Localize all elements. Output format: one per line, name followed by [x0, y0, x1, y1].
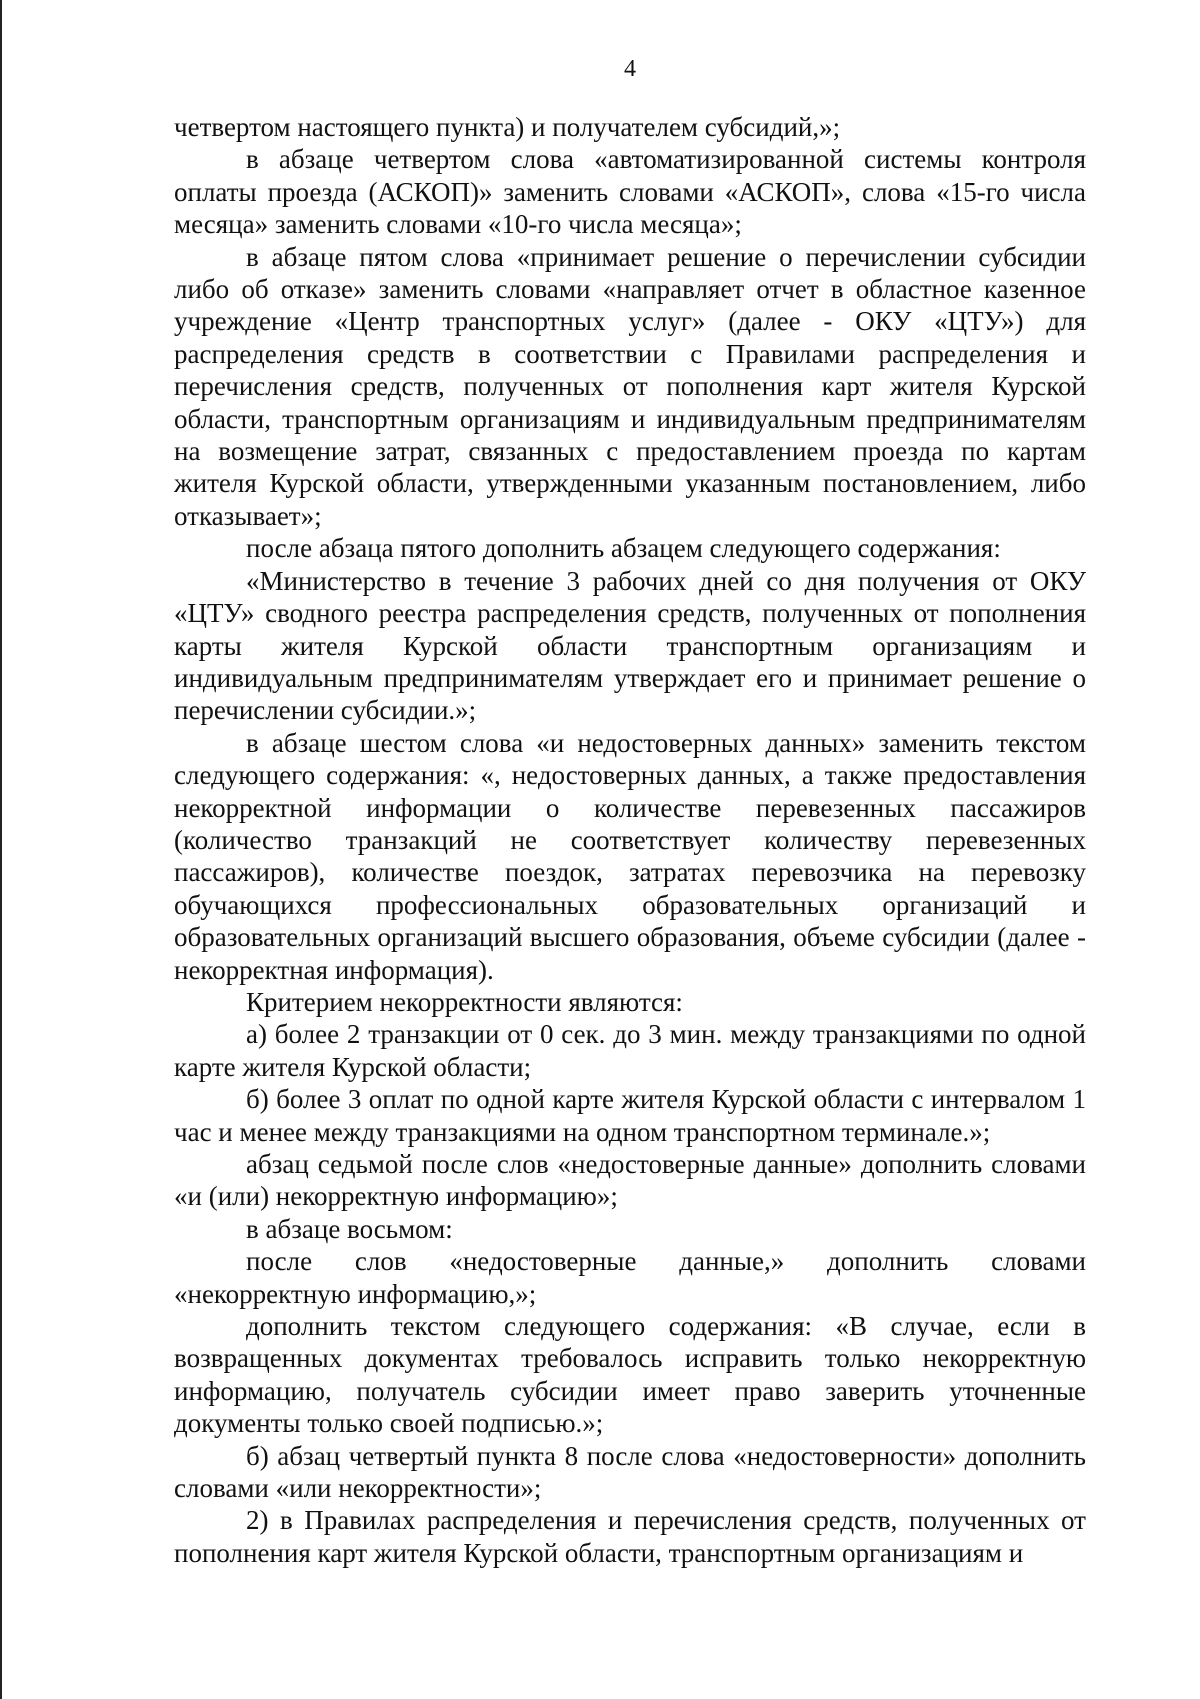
paragraph-14: б) абзац четвертый пункта 8 после слова «недостоверности» дополнить словами «или некорректности»; [174, 1440, 1086, 1504]
paragraph-1: четвертом настоящего пункта) и получателем субсидий,»; [174, 112, 841, 142]
paragraph-13: дополнить текстом следующего содержания: «В случае, если в возвращенных документах требовалось исправить только некорректную информацию, получатель субсидии имеет право заверить уточненные документы только своей подписью.»; [174, 1311, 1086, 1439]
paragraph-15: 2) в Правилах распределения и перечисления средств, полученных от пополнения карт жителя Курской области, транспортным организациям и [174, 1505, 1086, 1568]
paragraph-2: в абзаце четвертом слова «автоматизированной системы контроля оплаты проезда (АСКОП)» заменить словами «АСКОП», слова «15-го числа месяца» заменить словами «10-го числа месяца»; [174, 144, 1086, 240]
paragraph-3: в абзаце пятом слова «принимает решение о перечислении субсидии либо об отказе» заменить словами «направляет отчет в областное казенное учреждение «Центр транспортных услуг» (далее - ОКУ «ЦТУ») для распределения средств в соответствии с Правилами распределения и перечисления средств, полученных от пополнения карт жителя Курской области, транспортным организациям и индивидуальным предпринимателям на возмещение затрат, связанных с предоставлением проезда по картам жителя Курской области, утвержденными указанным постановлением, либо отказывает»; [174, 241, 1086, 531]
paragraph-4: после абзаца пятого дополнить абзацем следующего содержания: [246, 533, 1001, 564]
paragraph-10: абзац седьмой после слов «недостоверные данные» дополнить словами «и (или) некорректную информацию»; [174, 1149, 1086, 1212]
scan-edge-line [0, 0, 2, 1699]
paragraph-6: в абзаце шестом слова «и недостоверных данных» заменить текстом следующего содержания: «, недостоверных данных, а также предоставления некорректной информации о количестве перевезенных пассажиров (количество транзакций не соответствует количеству перевезенных пассажиров), количестве поездок, затратах перевозчика на перевозку обучающихся профессиональных образовательных организаций и образовательных организаций высшего образования, объеме субсидии (далее - некорректная информация). [174, 727, 1086, 985]
paragraph-5: «Министерство в течение 3 рабочих дней со дня получения от ОКУ «ЦТУ» сводного реестра распределения средств, полученных от пополнения карты жителя Курской области транспортным организациям и индивидуальным предпринимателям утверждает его и принимает решение о перечислении субсидии.»; [174, 565, 1086, 726]
paragraph-9: б) более 3 оплат по одной карте жителя Курской области с интервалом 1 час и менее между транзакциями на одном транспортном терминале.»; [174, 1084, 1086, 1147]
page-number: 4 [624, 56, 636, 82]
paragraph-7: Критерием некорректности являются: [246, 986, 683, 1017]
paragraph-8: а) более 2 транзакции от 0 сек. до 3 мин. между транзакциями по одной карте жителя Курской области; [174, 1019, 1086, 1082]
document-body [174, 111, 1086, 1569]
paragraph-11: в абзаце восьмом: [246, 1213, 453, 1244]
paragraph-12: после слов «недостоверные данные,» дополнить словами «некорректную информацию,»; [174, 1246, 1086, 1309]
